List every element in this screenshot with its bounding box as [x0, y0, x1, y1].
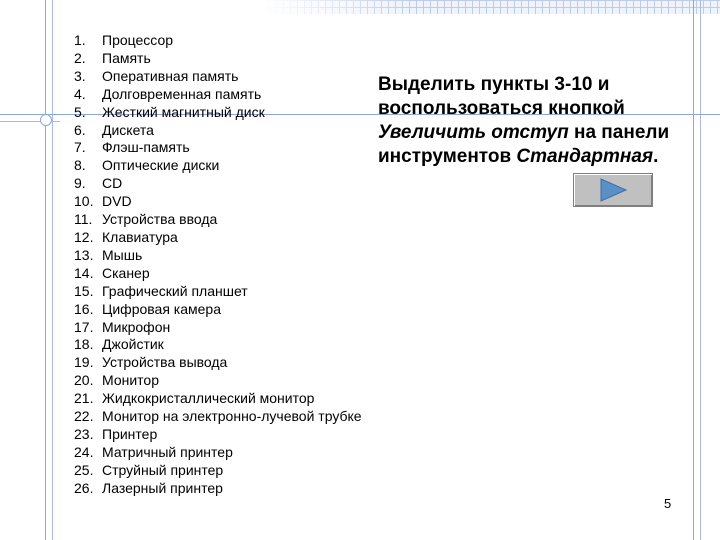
list-item-number: 1. — [74, 32, 86, 48]
list-item — [74, 247, 362, 265]
list-item — [74, 211, 362, 229]
list-item-number: 23. — [74, 425, 94, 442]
list-item-number: 26. — [74, 479, 94, 496]
list-item-number: 14. — [74, 264, 94, 281]
list-item-number: 7. — [74, 139, 86, 156]
list-item-number: 21. — [74, 390, 94, 407]
margin-line — [700, 0, 701, 540]
list-item — [74, 390, 362, 408]
list-item-text: Струйный принтер — [102, 461, 224, 478]
list-item-text: Долговременная память — [102, 85, 262, 102]
list-item — [74, 139, 362, 157]
list-item-text: Процессор — [102, 32, 174, 48]
list-item-text: Принтер — [102, 425, 158, 442]
list-item — [74, 193, 362, 211]
list-item-number: 2. — [74, 49, 86, 66]
list-item-number: 11. — [74, 211, 93, 228]
margin-line — [693, 0, 694, 540]
list-item-number: 19. — [74, 354, 94, 371]
list-item — [74, 68, 362, 86]
list-item-text: Устройства ввода — [102, 211, 218, 228]
list-item-text: Мышь — [102, 246, 143, 263]
list-item-text: Матричный принтер — [102, 443, 233, 460]
list-item — [74, 229, 362, 247]
list-item — [74, 480, 362, 498]
instruction-part: на панели инструментов — [378, 122, 670, 167]
list-item-number: 18. — [74, 336, 94, 353]
list-item — [74, 50, 362, 68]
list-item-text: Флэш-память — [102, 139, 190, 156]
instruction-text — [378, 73, 678, 169]
list-item-text: Монитор на электронно-лучевой трубке — [102, 408, 362, 425]
list-item-text: DVD — [102, 193, 132, 210]
list-item — [74, 283, 362, 301]
list-item-number: 16. — [74, 300, 94, 317]
list-item-number: 4. — [74, 85, 86, 102]
numbered-list — [74, 32, 362, 498]
page-number: 5 — [664, 496, 672, 511]
list-item — [74, 157, 362, 175]
list-item-text: Дискета — [102, 121, 154, 138]
list-item-number: 22. — [74, 408, 94, 425]
toolbar-name: Стандартная — [516, 146, 654, 167]
list-item-number: 10. — [74, 193, 94, 210]
increase-indent-button[interactable] — [573, 173, 653, 207]
list-item-text: Клавиатура — [102, 228, 178, 245]
decorative-grid-fade — [262, 0, 412, 14]
list-item-number: 20. — [74, 372, 94, 389]
increase-indent-icon — [598, 178, 628, 202]
list-item-text: Оперативная память — [102, 67, 239, 84]
list-item-text: Цифровая камера — [102, 300, 222, 317]
list-item — [74, 301, 362, 319]
list-item-number: 8. — [74, 157, 86, 174]
list-item-number: 9. — [74, 175, 86, 192]
margin-line — [52, 0, 53, 540]
list-item-number: 3. — [74, 67, 86, 84]
list-item-number: 12. — [74, 228, 94, 245]
decorative-ring — [40, 114, 52, 126]
list-item — [74, 354, 362, 372]
list-item-number: 25. — [74, 461, 94, 478]
list-item-text: Память — [102, 49, 151, 66]
list-item-text: Монитор — [102, 372, 159, 389]
list-item-text: Джойстик — [102, 336, 164, 353]
list-item-text: Сканер — [102, 264, 150, 281]
list-item — [74, 175, 362, 193]
list-item-text: Лазерный принтер — [102, 479, 223, 496]
list-item — [74, 462, 362, 480]
list-item-text: Жесткий магнитный диск — [102, 103, 265, 120]
list-item — [74, 319, 362, 337]
list-item — [74, 408, 362, 426]
list-item-text: Жидкокристаллический монитор — [102, 390, 315, 407]
list-item-text: Устройства вывода — [102, 354, 228, 371]
list-item-number: 17. — [74, 318, 94, 335]
list-item-text: CD — [102, 175, 123, 192]
list-item-number: 13. — [74, 246, 94, 263]
list-item — [74, 32, 362, 50]
instruction-part: . — [653, 146, 659, 167]
list-item — [74, 104, 362, 122]
list-item — [74, 426, 362, 444]
list-item-text: Графический планшет — [102, 282, 248, 299]
margin-line — [45, 0, 46, 540]
list-item — [74, 122, 362, 140]
list-item-number: 5. — [74, 103, 86, 120]
list-item-text: Микрофон — [102, 318, 171, 335]
list-item — [74, 86, 362, 104]
list-item-text: Оптические диски — [102, 157, 220, 174]
list-item — [74, 372, 362, 390]
list-item-number: 24. — [74, 443, 94, 460]
list-item — [74, 265, 362, 283]
list-item-number: 15. — [74, 282, 94, 299]
instruction-part: Выделить пункты 3-10 и воспользоваться кнопкой — [378, 74, 625, 119]
list-item — [74, 444, 362, 462]
list-item-number: 6. — [74, 121, 86, 138]
button-name: Увеличить отступ — [378, 122, 569, 143]
list-item — [74, 336, 362, 354]
